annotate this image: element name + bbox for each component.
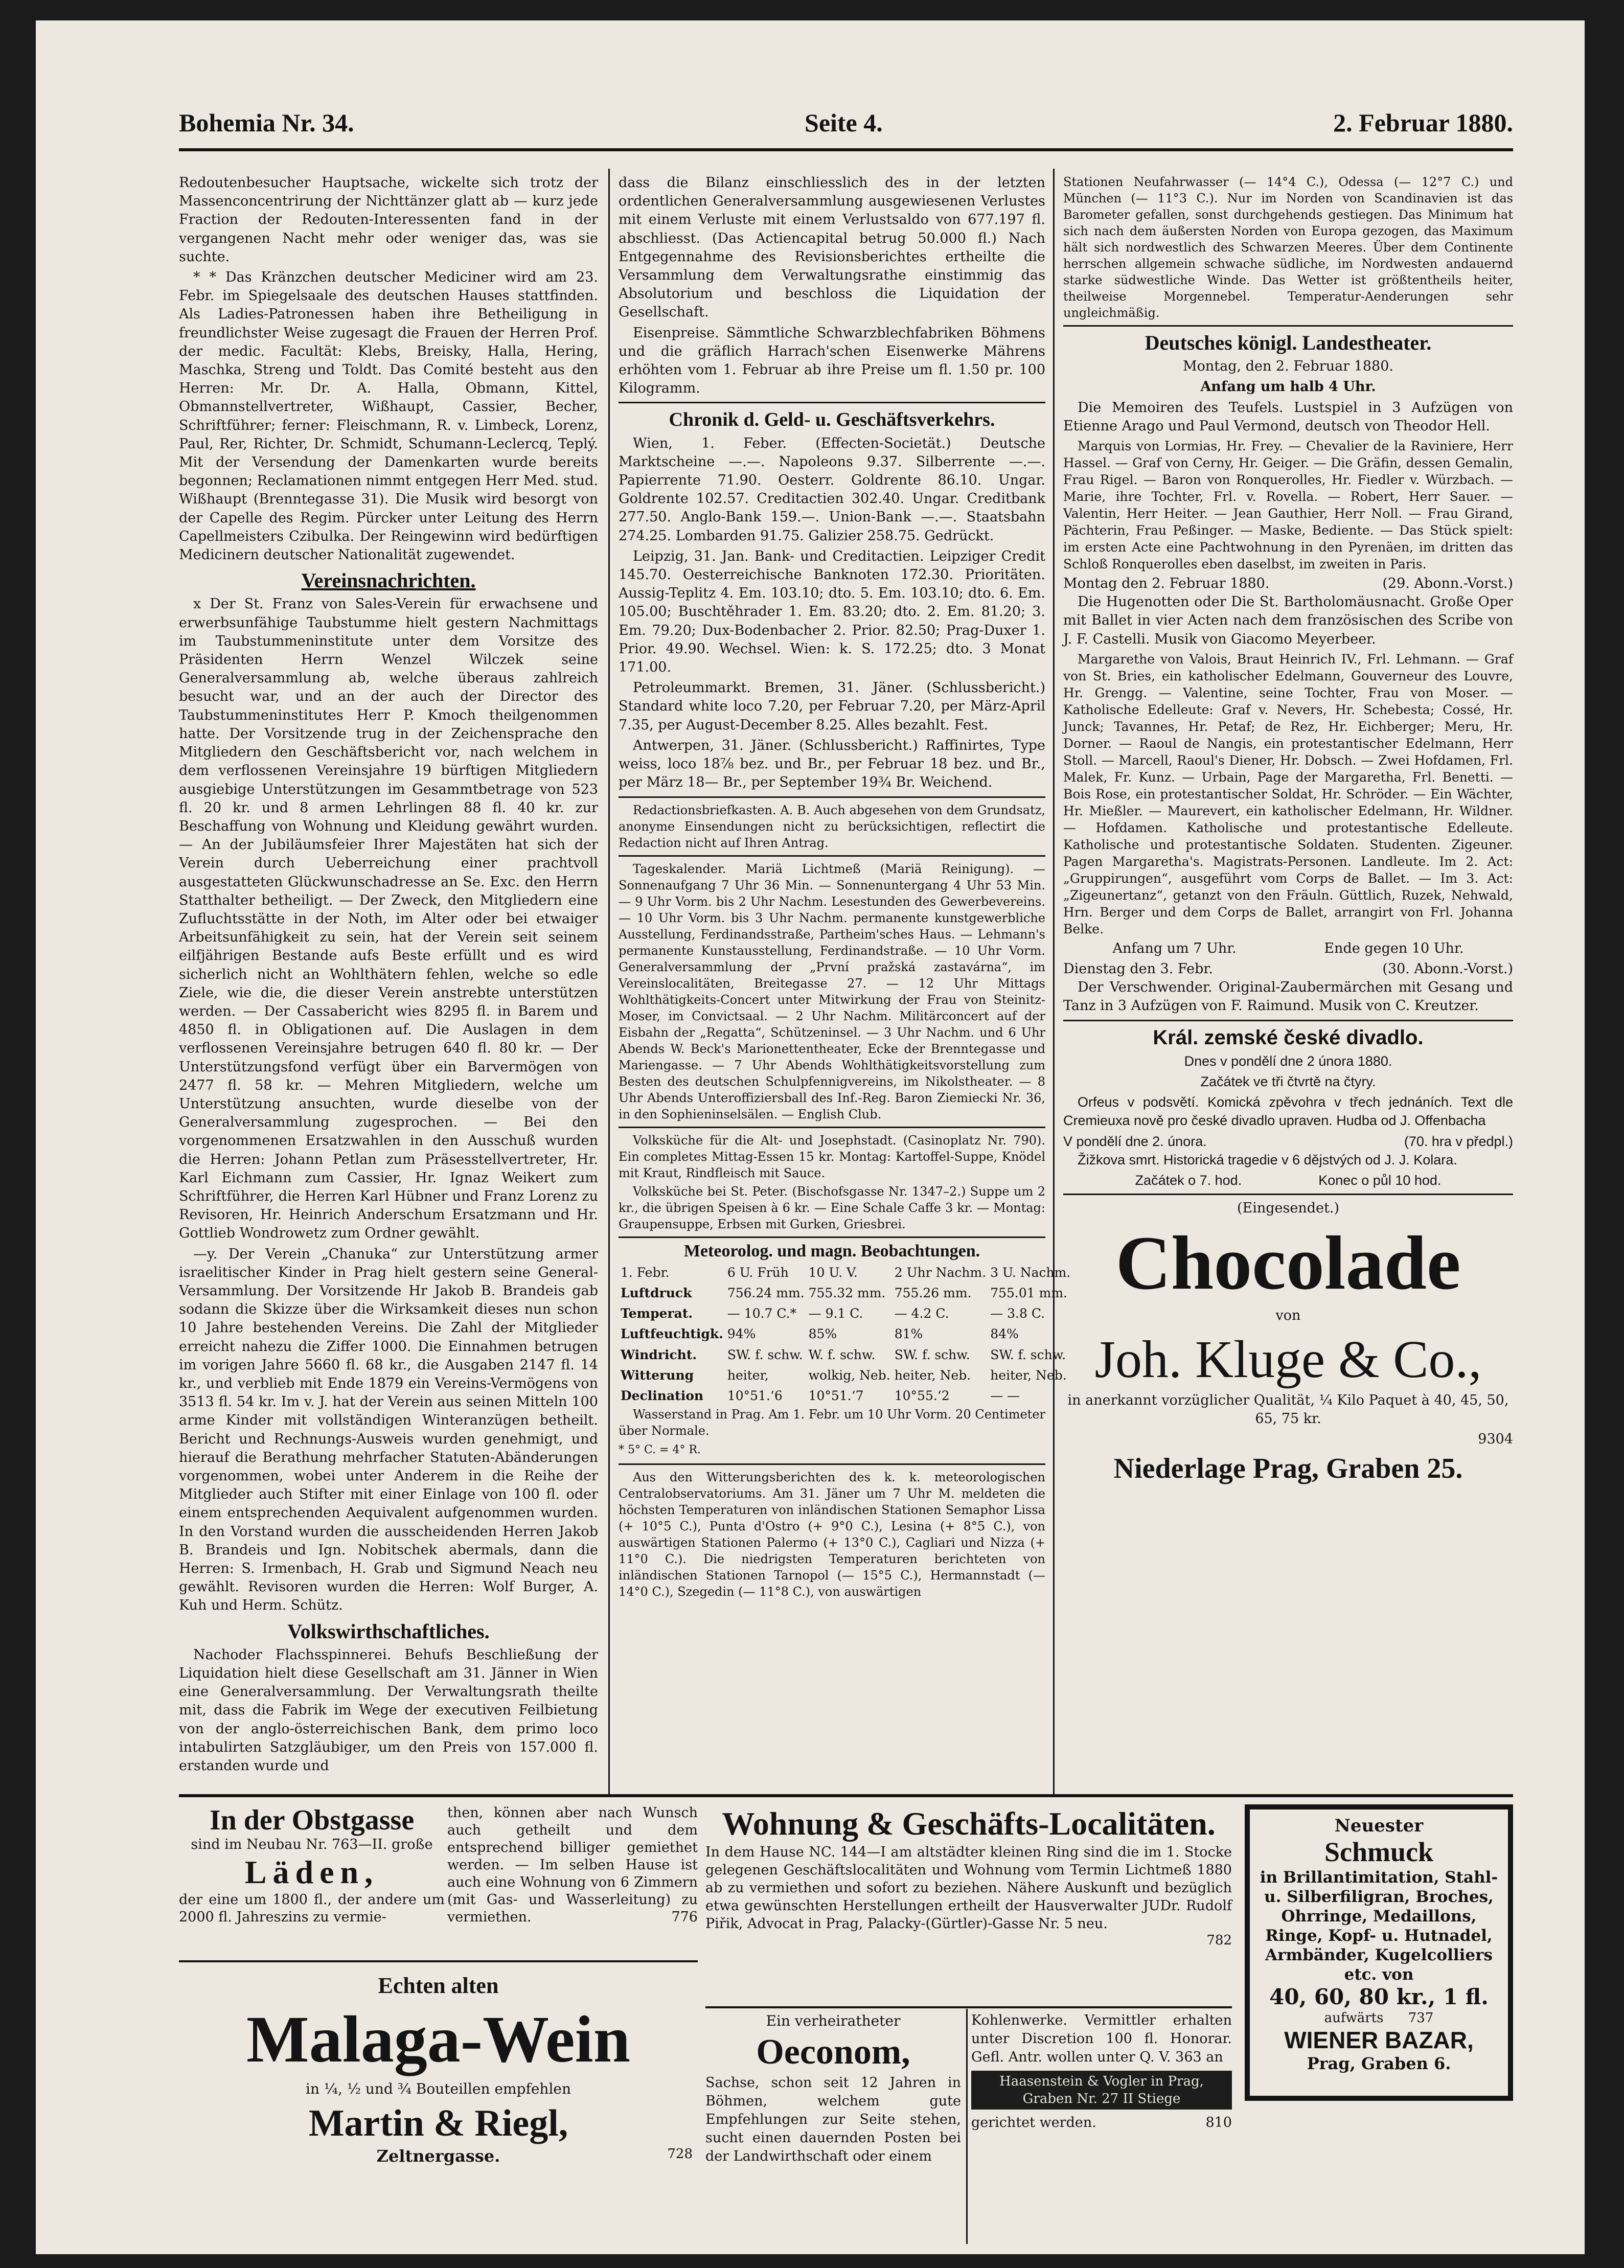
- ad-oeconom-title: Oeconom,: [756, 2032, 910, 2072]
- meteo-cell: — 10.7 C.*: [727, 1306, 797, 1321]
- ad-schmuck-price: 40, 60, 80 kr., 1 fl.: [1269, 1984, 1489, 2009]
- meteo-head-cell: 6 U. Früh: [727, 1265, 789, 1280]
- meteo-cell: — —: [990, 1388, 1020, 1403]
- article-nachod-cont: dass die Bilanz einschliesslich des in der letzten ordentlichen Generalversammlung ausgewiesenen Verlustes mit einem Verluste mit einem Verlustsaldo von 677.197 fl. abschliesst. (Das Actiencapital betrug 50.000 fl.) Nach Entgegennahme des Revisionsberichtes ertheilte die Versammlung dem Verwaltungsrathe einstimmig das Absolutorium und beschloss die Liquidation der Gesellschaft.: [619, 175, 1045, 320]
- cz-2-times: Začátek o 7. hod. Konec o půl 10 hod.: [1135, 1173, 1442, 1188]
- meteo-cell: 755.26 mm.: [894, 1285, 972, 1300]
- meteo-cell: SW. f. schw.: [990, 1347, 1066, 1362]
- cz-play-1: Orfeus v podsvětí. Komická zpěvohra v třech jednáních. Text dle Cremieuxa nově pro české divadlo upraven. Hudba od J. Offenbacha: [1063, 1094, 1513, 1129]
- meteo-cell: Luftdruck: [621, 1285, 692, 1300]
- header-rule: [179, 148, 1513, 151]
- meteo-cell: 756.24 mm.: [727, 1285, 805, 1300]
- meteo-cell: 10°55.‘2: [894, 1388, 950, 1403]
- kluge-text: in anerkannt vorzüglicher Qualität, ¼ Kilo Paquet à 40, 45, 50, 65, 75 kr.: [1067, 1392, 1509, 1427]
- wasserstand: Wasserstand in Prag. Am 1. Febr. um 10 Uhr Vorm. 20 Centimeter über Normale.: [619, 1407, 1045, 1438]
- theater-play-2: Die Hugenotten oder Die St. Bartholomäusnacht. Große Oper mit Ballet in vier Acten nach dem französischen des Scribe von J. F. Castelli. Musik von Giacomo Meyerbeer.: [1063, 594, 1513, 647]
- ad-wohnung-number: 782: [1206, 1933, 1232, 1948]
- cz-date: Dnes v pondělí dne 2 února 1880.: [1184, 1053, 1392, 1069]
- meteo-cell: Windricht.: [621, 1347, 697, 1362]
- page-header: [179, 100, 1513, 146]
- meteo-cell: 85%: [808, 1326, 837, 1342]
- section-title-vereins: Vereinsnachrichten.: [301, 569, 476, 592]
- article-antwerpen: Antwerpen, 31. Jäner. (Schlussbericht.) Raffinirtes, Type weiss, loco 18⅞ bez. und Br., per Februar 18 bez. und Br., per März 18— Br., per September 19¾ Br. Weichend.: [619, 737, 1045, 791]
- meteo-row: [619, 1345, 1072, 1365]
- theater-play-1: Die Memoiren des Teufels. Lustspiel in 3 Aufzügen von Etienne Arago und Paul Vermond, deutsch von Theodor Hell.: [1063, 399, 1513, 434]
- meteo-head-cell: 2 Uhr Nachm.: [894, 1265, 987, 1280]
- volkskueche-peter: Volksküche bei St. Peter. (Bischofsgasse Nr. 1347–2.) Suppe um 2 kr., die übrigen Speisen à 6 kr. — Eine Schale Caffe 3 kr. — Montag: Graupensuppe, Erbsen mit Gurken, Griesbrei.: [619, 1184, 1045, 1231]
- ad-schmuck-t1: Neuester: [1334, 1816, 1424, 1836]
- meteo-cell: W. f. schw.: [808, 1347, 876, 1362]
- cz-time: Začátek ve tři čtvrtě na čtyry.: [1200, 1074, 1376, 1090]
- column-divider-1: [608, 169, 610, 1794]
- article-sales-verein: x Der St. Franz von Sales-Verein für erwachsene und erwerbsunfähige Taubstumme hielt gestern Nachmittags im Taubstummeninstitute unter dem Vorsitze des Präsidenten Herrn Wenzel Wilczek seine Generalversammlung ab, welche überaus zahlreich besucht war, und an der auch der Director des Taubstummeninstitutes Herr P. Kmoch theilgenommen hatte. Der Vorsitzende trug in der Zeichensprache den Mitgliedern den Geschäftsbericht vor, nach welchem in dem verflossenen Vereinsjahre 19 bürftigen Mitgliedern ausgiebige Unterstützungen im Gesammtbetrage von 523 fl. 20 kr. und 8 armen Lehrlingen 88 fl. 40 kr. zur Beschaffung von Wohnung und Kleidung gewährt wurden. — An der Jubiläumsfeier Ihrer Majestäten hat sich der Verein durch Ueberreichung einer prachtvoll ausgestatteten Glückwunschadresse an Se. Exc. den Herrn Statthalter betheiligt. — Der Zweck, den Mitgliedern eine Zufluchtsstätte in der Noth, im Alter oder bei etwaiger Arbeitsunfähigkeit zu sein, hat der Verein seit seinem eilfjährigen Bestande aufs Beste erfüllt und es wird sicherlich nicht an Wohlthätern fehlen, welche so edle Ziele, wie die, die dieser Verein anstrebte unterstützen werden. — Der Cassabericht wies 8295 fl. in Barem und 4850 fl. in Obligationen auf. Die Auslagen in dem verflossenen Vereinsjahre betrugen 640 fl. 80 kr. — Der Unterstützungsfond verfügt über ein Barvermögen von 2477 fl. 58 kr. — Mehren Mitgliedern, welche um Unterstützung ansuchten, wurde dieselbe von der Generalversammlung zugesprochen. — Bei den vorgenommenen Ersatzwahlen in den Ausschuß wurden die Herren: Johann Petlan zum Präsesstellvertreter, Hr. Karl Eichmann zum Cassier, Hr. Ignaz Weikert zum Schriftführer, die Herren Karl Hübner und Franz Lorenz zu Revisoren, Hr. Heinrich Anderschum Ersatzmann und Hr. Gottlieb Wondrowetz zum Ordner gewählt.: [179, 596, 598, 1242]
- article-nachod: Nachoder Flachsspinnerei. Behufs Beschließung der Liquidation hielt diese Gesellschaft am 31. Jänner in Wien eine Generalversammlung. Der Verwaltungsrath theilte mit, dass die Fabrik im Wege der executiven Feilbietung von der anglo-österreichischen Bank, dem primo loco intabulirten Satzgläubiger, um den Preis von 157.000 fl. erstanden wurde und: [179, 1646, 598, 1774]
- cz-2-abo: (70. hra v předpl.): [1404, 1133, 1513, 1149]
- eingesendet-label: (Eingesendet.): [1237, 1200, 1339, 1217]
- ad-oeconom-text: Sachse, schon seit 12 Jahren in Böhmen, welchem gute Empfehlungen zur Seite stehen, sucht einen dauernden Posten bei der Landwirthschaft oder einem: [705, 2075, 961, 2164]
- meteo-cell: — 4.2 C.: [894, 1306, 949, 1321]
- theater-time: Anfang um halb 4 Uhr.: [1200, 379, 1376, 395]
- article-redoute: Redoutenbesucher Hauptsache, wickelte sich trotz der Massenconcentrirung der Nichttänzer glatt ab — kurz jede Fraction der Redouten-Interessenten fand in der vergangenen Nacht mehr oder weniger das, was sie suchte.: [179, 175, 598, 265]
- section-title-meteo: Meteorolog. und magn. Beobachtungen.: [683, 1241, 980, 1261]
- cz-2-dateline: [1063, 1132, 1513, 1151]
- article-chanuka: —y. Der Verein „Chanuka“ zur Unterstützung armer israelitischer Kinder in Prag hielt gestern seine General-Versammlung. Der Vorsitzende Hr Jakob B. Brandeis gab sodann die Skizze über die Wirksamkeit dieses nun schon 10 Jahre bestehenden Vereins. Die Zahl der Mitglieder erreicht nahezu die Ziffer 1000. Die Einnahmen betrugen im vorigen Jahre 5660 fl. 68 kr., die Ausgaben 2147 fl. 14 kr., und verblieb mit Ende 1879 ein Vereins-Vermögens von 3513 fl. 54 kr. Im v. J. hat der Verein aus seinen Mitteln 100 arme Kinder mit vollständigen Winteranzügen betheilt. Bericht und Rechnungs-Ausweis wurden genehmigt, und hierauf die Berathung mehrfacher Statuten-Abänderungen vorgenommen, wobei unter Anderem in die Reihe der Mitglieder auch Stifter mit einer Einlage von 100 fl. oder einem entsprechenden Aequivalent aufgenommen wurden. In den Vorstand wurden die ausscheidenden Herren Jakob B. Brandeis und Ign. Nobitschek abermals, dann die Herren: S. Irmenbach, H. Grab und Sigmund Neach neu gewählt. Revisoren wurden die Herren: Wolf Burger, A. Kuh und Herm. Schütz.: [179, 1246, 598, 1614]
- meteo-head-cell: 10 U. V.: [808, 1265, 858, 1280]
- theater-2-abo: (29. Abonn.-Vorst.): [1382, 576, 1513, 592]
- witterungsbericht: Aus den Witterungsberichten des k. k. meteorologischen Centralobservatoriums. Am 31. Jäner um 7 Uhr M. meldeten die höchsten Temperaturen von inländischen Stationen Semaphor Lissa (+ 10°5 C.), Punta d'Ostro (+ 9°0 C.), Lesina (+ 8°5 C.), von auswärtigen Stationen Palermo (+ 13°0 C.), Cagliari und Nizza (+ 11°0 C.). Die niedrigsten Temperaturen berichteten von inländischen Stationen Tarnopol (— 15°5 C.), Hermannstadt (— 14°0 C.), Szegedin (— 11°8 C.), von auswärtigen: [619, 1470, 1045, 1599]
- section-title-cz-theater: Král. zemské české divadlo.: [1153, 1026, 1424, 1049]
- meteo-cell: 81%: [894, 1326, 923, 1342]
- theater-play-3: Der Verschwender. Original-Zaubermärchen mit Gesang und Tanz in 3 Aufzügen von F. Raimund. Musik von C. Kreutzer.: [1063, 979, 1513, 1014]
- meteo-cell: Declination: [621, 1388, 704, 1403]
- meteo-cell: 755.01 mm.: [990, 1285, 1067, 1300]
- meteo-cell: heiter, Neb.: [894, 1367, 971, 1383]
- column-2: [619, 174, 1071, 1794]
- theater-cast-1: Marquis von Lormias, Hr. Frey. — Chevalier de la Raviniere, Herr Hassel. — Graf von Cerny, Hr. Geiger. — Die Gräfin, dessen Gemalin, Frau Rigel. — Baron von Ronquerolles, Hr. Fiedler v. Würzbach. — Marie, ihre Tochter, Frl. v. Rovella. — Robert, Herr Sauer. — Valentin, Herr Heiter. — Jean Gauthier, Herr Noll. — Frau Girand, Pächterin, Frau Peßinger. — Maske, Bediente. — Das Stück spielt: im ersten Acte eine Pachtwohnung in den Pyrenäen, im dritten das Schloß Ronquerolles eben daselbst, im zweiten in Paris.: [1063, 439, 1513, 572]
- newspaper-page: [36, 20, 1585, 2254]
- chocolade-headline: Chocolade: [1115, 1221, 1461, 1306]
- section-title-theater: Deutsches königl. Landestheater.: [1145, 331, 1432, 354]
- ad-kohlenwerke-number: 810: [1205, 2115, 1232, 2130]
- theater-2-date: Montag den 2. Februar 1880.: [1063, 576, 1270, 592]
- kluge-ad-number: 9304: [1478, 1431, 1513, 1448]
- meteo-head-cell: 3 U. Nachm.: [990, 1265, 1071, 1280]
- ad-kohlenwerke: [971, 2011, 1232, 2247]
- meteo-cell: Temperat.: [621, 1306, 693, 1321]
- column-divider-2: [1053, 169, 1055, 1794]
- theater-3-dateline: [1063, 960, 1513, 978]
- kluge-name: Joh. Kluge & Co.,: [1094, 1330, 1482, 1389]
- niederlage-line: Niederlage Prag, Graben 25.: [1113, 1453, 1463, 1485]
- ad-malaga: [179, 1971, 698, 2252]
- meteo-row: [619, 1303, 1072, 1324]
- volkskueche-altstadt: Volksküche für die Alt- und Josephstadt. (Casinoplatz Nr. 790). Ein completes Mittag-Essen 15 kr. Montag: Kartoffel-Suppe, Knödel mit Kraut, Rindfleisch mit Sauce.: [619, 1133, 1045, 1180]
- ad-laden: Läden,: [244, 1854, 379, 1890]
- ad-wohnung: [705, 1804, 1232, 2004]
- ad-schmuck: [1245, 1804, 1513, 2101]
- ads-rule-mid: [705, 2006, 1232, 2008]
- section-title-volks: Volkswirthschaftliches.: [287, 1619, 490, 1643]
- ad-malaga-text: in ¼, ½ und ¾ Bouteillen empfehlen: [305, 2080, 571, 2097]
- ad-kohlenwerke-end: gerichtet werden.: [971, 2115, 1096, 2130]
- ad-schmuck-t2: Schmuck: [1324, 1837, 1434, 1867]
- meteo-cell: heiter, Neb.: [990, 1367, 1067, 1383]
- ad-wiener-bazar: WIENER BAZAR,: [1284, 2027, 1474, 2053]
- ad-obstgasse-text1: sind im Neubau Nr. 763—II. große: [191, 1837, 433, 1852]
- theater-2-times: Anfang um 7 Uhr. Ende gegen 10 Uhr.: [1112, 940, 1464, 956]
- ad-obstgasse-text2: der eine um 1800 fl., der andere um 2000 fl. Jahreszins zu vermie-: [179, 1892, 445, 1925]
- theater-date: Montag, den 2. Februar 1880.: [1183, 358, 1393, 375]
- column-1: [179, 174, 598, 1794]
- temp-note: * 5° C. = 4° R.: [619, 1444, 701, 1457]
- ad-obstgasse-number: 776: [671, 1909, 698, 1925]
- page-number: Seite 4.: [805, 108, 883, 137]
- meteo-row: [619, 1365, 1072, 1386]
- cz-2-date: V pondělí dne 2. února.: [1063, 1133, 1207, 1149]
- meteo-header-row: [619, 1263, 1072, 1283]
- meteo-cell: Luftfeuchtigk.: [621, 1326, 723, 1342]
- meteo-cell: wolkig, Neb.: [808, 1367, 890, 1383]
- ad-kohlenwerke-footer: [971, 2114, 1232, 2132]
- meteo-table: [619, 1263, 1072, 1406]
- ad-wohnung-text: In dem Hause NC. 144—I am altstädter kleinen Ring sind die im 1. Stocke gelegenen Geschäftslocalitäten und Wohnung vom Termin Lichtmeß 1880 ab zu vermiethen und sofort zu beziehen. Nähere Auskunft und bezüglich etwa gewünschten Herstellungen ertheilt der Hausverwalter JUDr. Rudolf Piřik, Advocat in Prag, Palacky-(Gürtler)-Gasse Nr. 5 neu.: [705, 1844, 1232, 1932]
- ad-wohnung-title: Wohnung & Geschäfts-Localitäten.: [722, 1805, 1216, 1842]
- theater-3-abo: (30. Abonn.-Vorst.): [1382, 961, 1513, 977]
- ad-malaga-street: Zeltnergasse.: [376, 2146, 500, 2166]
- meteo-cell: — 9.1 C.: [808, 1306, 863, 1321]
- ad-malaga-pre: Echten alten: [378, 1973, 499, 1998]
- ad-schmuck-number: 737: [1408, 2010, 1434, 2026]
- witterungsbericht-cont: Stationen Neufahrwasser (— 14°4 C.), Odessa (— 12°7 C.) und München (— 11°3 C.). Nur im Norden von Scandinavien ist das Barometer gefallen, sonst durchgehends gestiegen. Das Minimum hat sich nach dem äußersten Norden von Europa gezogen, das Maximum hält sich nordwestlich des Schwarzen Meeres. Über dem Continente herrschen allgemein schwache südliche, im Nordwesten andauernd starke südwestliche Winde. Das Wetter ist größtentheils heiter, theilweise Morgennebel. Temperatur-Aenderungen sehr ungleichmäßig.: [1063, 175, 1513, 320]
- ad-wiener-address: Prag, Graben 6.: [1307, 2054, 1451, 2073]
- ad-malaga-number: 728: [667, 2146, 693, 2162]
- ad-obstgasse-cont: [447, 1804, 698, 1958]
- meteo-cell: — 3.8 C.: [990, 1306, 1045, 1321]
- ad-schmuck-text: in Brillantimitation, Stahl- u. Silberfiligran, Broches, Ohrringe, Medaillons, Ringe, Kopf- u. Hutnadel, Armbänder, Kugelcolliers etc. von: [1260, 1868, 1498, 1984]
- column-3: [1063, 174, 1513, 1794]
- meteo-cell: 10°51.‘6: [727, 1388, 783, 1403]
- ad-oeconom-pre: Ein verheiratheter: [766, 2012, 901, 2029]
- ad-obstgasse: [179, 1804, 445, 1958]
- article-leipzig: Leipzig, 31. Jan. Bank- und Creditactien. Leipziger Credit 145.70. Oesterreichische Banknoten 172.30. Prioritäten. Aussig-Teplitz 4. Em. 103.10; dto. 5. Em. 103.10; dto. 6. Em. 105.00; Buschtěhrader 1. Em. 83.20; dto. 2. Em. 81.20; 3. Em. 79.20; Dux-Bodenbacher 2. Prior. 82.50; Prag-Duxer 1. Prior. 49.90. Wechsel. Wien: k. S. 172.25; dto. 3 Monat 171.00.: [619, 548, 1045, 676]
- article-eisenpreise: Eisenpreise. Sämmtliche Schwarzblechfabriken Böhmens und die gräflich Harrach'schen Eisenwerke Mährens erhöhten vom 1. Februar ab ihre Preise um fl. 1.50 pr. 100 Kilogramm.: [619, 325, 1045, 397]
- ad-haasenstein-stamp: Haasenstein & Vogler in Prag, Graben Nr. 27 II Stiege: [971, 2071, 1232, 2110]
- ad-schmuck-footer: [1256, 2010, 1502, 2026]
- redaktionsbriefkasten: Redactionsbriefkasten. A. B. Auch abgesehen von dem Grundsatz, anonyme Einsendungen nicht zu berücksichtigen, reflectirt die Redaction nicht auf Ihren Antrag.: [619, 803, 1045, 850]
- meteo-cell: 755.32 mm.: [808, 1285, 886, 1300]
- meteo-cell: SW. f. schw.: [727, 1347, 803, 1362]
- theater-2-dateline: [1063, 575, 1513, 593]
- meteo-row: [619, 1324, 1072, 1344]
- meteo-cell: 10°51.‘7: [808, 1388, 864, 1403]
- theater-3-date: Dienstag den 3. Febr.: [1063, 961, 1213, 977]
- meteo-cell: Witterung: [621, 1367, 694, 1383]
- ads-rule: [179, 1794, 1513, 1797]
- meteo-cell: 84%: [990, 1326, 1019, 1342]
- meteo-head-cell: 1. Febr.: [621, 1265, 670, 1280]
- tageskalender: Tageskalender. Mariä Lichtmeß (Mariä Reinigung). — Sonnenaufgang 7 Uhr 36 Min. — Sonnenuntergang 4 Uhr 53 Min. — 9 Uhr Vorm. bis 2 Uhr Nachm. Lesestunden des Gewerbevereins. — 10 Uhr Vorm. bis 3 Uhr Nachm. permanente kunstgewerbliche Ausstellung, Ferdinandsstraße, Partheim'sches Haus. — Lehmann's permanente Kunstausstellung, Ferdinandstraße. — 10 Uhr Vorm. Generalversammlung der „První pražská zastavárna“, im Vereinslocalitäten, Breitegasse 27. — 12 Uhr Mittags Wohlthätigkeits-Concert unter Mitwirkung der Frau von Steinitz-Moser, im Convictsaal. — 2 Uhr Nachm. Militärconcert auf der Eisbahn der „Regatta“, Schützeninsel. — 3 Uhr Nachm. und 6 Uhr Abends W. Beck's Marionettentheater, Ecke der Brenntegasse und Mariengasse. — 7 Uhr Abends Wohlthätigkeitsvorstellung zum Besten des deutschen Schulpfennigvereins, im Nikolstheater. — 8 Uhr Abends Unteroffiziersball des Inf.-Reg. Baron Ziemiecki Nr. 36, in den Sophieninselsälen. — English Club.: [619, 861, 1045, 1121]
- paper-name: Bohemia Nr. 34.: [179, 108, 354, 137]
- meteo-row: [619, 1283, 1072, 1303]
- meteo-cell: heiter,: [727, 1367, 769, 1383]
- cz-play-2: Žižkova smrt. Historická tragedie v 6 dějstvých od J. J. Kolara.: [1078, 1152, 1457, 1167]
- von-label: von: [1275, 1308, 1301, 1324]
- ads-rule-left: [179, 1960, 698, 1962]
- ad-obstgasse-title: In der Obstgasse: [209, 1804, 415, 1836]
- ad-oeconom: [705, 2011, 961, 2247]
- theater-cast-2: Margarethe von Valois, Braut Heinrich IV., Frl. Lehmann. — Graf von St. Bries, ein katholischer Edelmann, Gouverneur des Louvre, Hr. Grengg. — Valentine, seine Tochter, Frau von Moser. — Katholische Edelleute: Graf v. Nevers, Hr. Schebesta; Cossé, Hr. Junck; Tavannes, Hr. Petaf; de Rez, Hr. Eichberger; Meru, Hr. Dorner. — Raoul de Nangis, ein protestantischer Edelmann, Herr Stoll. — Marcell, Raoul's Diener, Hr. Dobsch. — Zwei Hofdamen, Frl. Malek, Fr. Kunz. — Urbain, Page der Margaretha, Frl. Benetti. — Bois Rose, ein protestantischer Soldat, Hr. Schröder. — Ein Wächter, Hr. Mießler. — Maurevert, ein katholischer Edelmann, Hr. Wildner. — Hofdamen. Katholische und protestantische Edelleute. Katholische und protestantische Soldaten. Studenten. Zigeuner. Pagen Margaretha's. Magistrats-Personen. Landleute. Im 2. Act: „Gruppirungen“, ausgeführt vom Corps de Ballet. — Im 3. Act: „Zigeunertanz“, getanzt von den Fräuln. Güttlich, Ruzek, Nehwald, Hrn. Berger und dem Corps de Ballet, arrangirt von Frl. Johanna Belke.: [1063, 651, 1513, 936]
- issue-date: 2. Februar 1880.: [1333, 108, 1513, 137]
- ad-martin-riegl: Martin & Riegl,: [308, 2102, 568, 2144]
- ad-malaga-footer: [179, 2146, 698, 2172]
- ad-malaga-headline: Malaga-Wein: [246, 2003, 631, 2076]
- ad-schmuck-auf: aufwärts: [1324, 2010, 1384, 2026]
- article-petroleum: Petroleummarkt. Bremen, 31. Jäner. (Schlussbericht.) Standard white loco 7.20, per Februar 7.20, per März-April 7.35, per August-December 8.25. Alles bezahlt. Fest.: [619, 680, 1045, 733]
- meteo-cell: SW. f. schw.: [894, 1347, 970, 1362]
- ads-divider-mid: [966, 2009, 968, 2244]
- article-mediciner: * * Das Kränzchen deutscher Mediciner wird am 23. Febr. im Spiegelsaale des deutschen Hauses stattfinden. Als Ladies-Patronessen haben ihre Betheiligung in freundlichster Weise zugesagt die Frauen der Herren Prof. der medic. Facultät: Klebs, Breisky, Halla, Hering, Maschka, Streng und Toldt. Das Comité besteht aus den Herren: Mr. Dr. A. Halla, Obmann, Kittel, Obmannstellvertreter, Wißhaupt, Cassier, Becher, Schriftführer; ferner: Fleischmann, R. v. Limbeck, Lorenz, Paul, Rer, Richter, Dr. Schmidt, Schumann-Leclercq, Teplý. Mit der Versendung der Damenkarten wurde bereits begonnen; Reclamationen nimmt entgegen Herr Med. stud. Wißhaupt (Brenntegasse 31). Die Musik wird besorgt von der Capelle des Regim. Pürcker unter Leitung des Herrn Capellmeisters Czibulka. Der Reingewinn wird bedürftigen Medicinern deutscher Nationalität zugewendet.: [179, 269, 598, 563]
- article-wien: Wien, 1. Feber. (Effecten-Societät.) Deutsche Marktscheine —.—. Napoleons 9.37. Silberrente —.—. Papierrente 71.90. Oesterr. Goldrente 86.10. Ungar. Goldrente 102.57. Creditactien 302.40. Ungar. Creditbank 277.50. Anglo-Bank 159.—. Union-Bank —.—. Staatsbahn 274.25. Lombarden 91.75. Galizier 258.75. Gedrückt.: [619, 435, 1045, 544]
- ad-kohlenwerke-text: Kohlenwerke. Vermittler erhalten unter Discretion 100 fl. Honorar. Gefl. Antr. wollen unter Q. V. 363 an: [971, 2012, 1232, 2065]
- meteo-cell: 94%: [727, 1326, 756, 1342]
- ad-obstgasse-cont-text: then, können aber nach Wunsch auch getheilt und dem entsprechend billiger gemiethet werden. — Im selben Hause ist auch eine Wohnung von 6 Zimmern (mit Gas- und Wasserleitung) zu vermiethen.: [447, 1805, 698, 1925]
- meteo-row: [619, 1386, 1072, 1406]
- section-title-chronik: Chronik d. Geld- u. Geschäftsverkehrs.: [669, 409, 995, 431]
